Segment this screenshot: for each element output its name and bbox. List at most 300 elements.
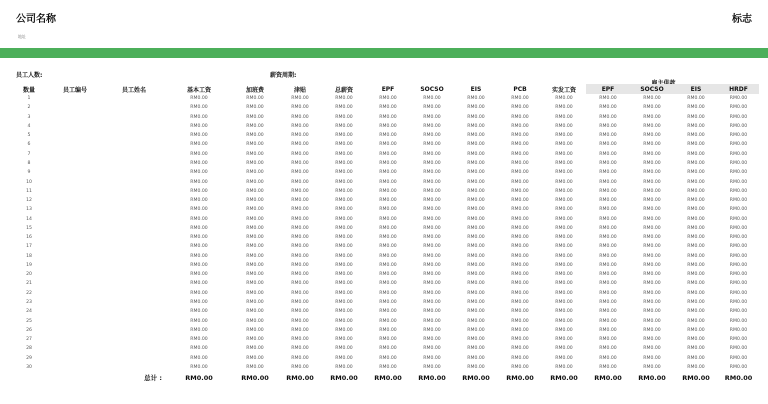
employee-id-cell[interactable]: [48, 279, 102, 288]
amount-cell[interactable]: RM0.00: [555, 290, 573, 296]
amount-cell[interactable]: RM0.00: [643, 133, 661, 139]
amount-cell[interactable]: RM0.00: [246, 216, 264, 222]
amount-cell[interactable]: RM0.00: [379, 327, 397, 333]
employee-name-cell[interactable]: [102, 261, 166, 270]
amount-cell[interactable]: RM0.00: [467, 290, 485, 296]
amount-cell[interactable]: RM0.00: [379, 142, 397, 148]
amount-cell[interactable]: RM0.00: [729, 133, 748, 139]
employee-id-cell[interactable]: [48, 140, 102, 149]
amount-cell[interactable]: RM0.00: [643, 151, 661, 157]
amount-cell[interactable]: RM0.00: [423, 253, 441, 259]
amount-cell[interactable]: RM0.00: [729, 346, 748, 352]
amount-cell[interactable]: RM0.00: [190, 188, 208, 194]
amount-cell[interactable]: RM0.00: [599, 133, 617, 139]
amount-cell[interactable]: RM0.00: [246, 133, 264, 139]
amount-cell[interactable]: RM0.00: [687, 225, 705, 231]
amount-cell[interactable]: RM0.00: [511, 318, 529, 324]
amount-cell[interactable]: RM0.00: [555, 96, 573, 102]
amount-cell[interactable]: RM0.00: [423, 235, 441, 241]
amount-cell[interactable]: RM0.00: [599, 235, 617, 241]
amount-cell[interactable]: RM0.00: [246, 346, 264, 352]
amount-cell[interactable]: RM0.00: [511, 364, 529, 370]
employee-name-cell[interactable]: [102, 270, 166, 279]
amount-cell[interactable]: RM0.00: [511, 235, 529, 241]
amount-cell[interactable]: RM0.00: [467, 142, 485, 148]
employee-name-cell[interactable]: [102, 196, 166, 205]
amount-cell[interactable]: RM0.00: [335, 216, 353, 222]
amount-cell[interactable]: RM0.00: [729, 151, 748, 157]
amount-cell[interactable]: RM0.00: [643, 253, 661, 259]
employee-name-cell[interactable]: [102, 224, 166, 233]
amount-cell[interactable]: RM0.00: [729, 188, 748, 194]
amount-cell[interactable]: RM0.00: [643, 188, 661, 194]
amount-cell[interactable]: RM0.00: [291, 337, 309, 343]
amount-cell[interactable]: RM0.00: [599, 272, 617, 278]
amount-cell[interactable]: RM0.00: [291, 151, 309, 157]
employee-name-cell[interactable]: [102, 140, 166, 149]
amount-cell[interactable]: RM0.00: [190, 207, 208, 213]
employee-id-cell[interactable]: [48, 326, 102, 335]
amount-cell[interactable]: RM0.00: [729, 142, 748, 148]
amount-cell[interactable]: RM0.00: [379, 318, 397, 324]
employee-id-cell[interactable]: [48, 150, 102, 159]
amount-cell[interactable]: RM0.00: [291, 96, 309, 102]
amount-cell[interactable]: RM0.00: [467, 96, 485, 102]
amount-cell[interactable]: RM0.00: [335, 142, 353, 148]
amount-cell[interactable]: RM0.00: [555, 244, 573, 250]
amount-cell[interactable]: RM0.00: [729, 253, 748, 259]
amount-cell[interactable]: RM0.00: [599, 253, 617, 259]
amount-cell[interactable]: RM0.00: [467, 318, 485, 324]
amount-cell[interactable]: RM0.00: [190, 309, 208, 315]
amount-cell[interactable]: RM0.00: [379, 151, 397, 157]
amount-cell[interactable]: RM0.00: [291, 299, 309, 305]
amount-cell[interactable]: RM0.00: [335, 160, 353, 166]
employee-name-cell[interactable]: [102, 289, 166, 298]
amount-cell[interactable]: RM0.00: [335, 299, 353, 305]
amount-cell[interactable]: RM0.00: [555, 364, 573, 370]
amount-cell[interactable]: RM0.00: [643, 337, 661, 343]
amount-cell[interactable]: RM0.00: [190, 299, 208, 305]
amount-cell[interactable]: RM0.00: [335, 337, 353, 343]
amount-cell[interactable]: RM0.00: [729, 225, 748, 231]
amount-cell[interactable]: RM0.00: [511, 198, 529, 204]
amount-cell[interactable]: RM0.00: [687, 290, 705, 296]
amount-cell[interactable]: RM0.00: [467, 160, 485, 166]
amount-cell[interactable]: RM0.00: [643, 123, 661, 129]
amount-cell[interactable]: RM0.00: [190, 235, 208, 241]
amount-cell[interactable]: RM0.00: [246, 253, 264, 259]
amount-cell[interactable]: RM0.00: [555, 179, 573, 185]
amount-cell[interactable]: RM0.00: [379, 299, 397, 305]
amount-cell[interactable]: RM0.00: [599, 105, 617, 111]
amount-cell[interactable]: RM0.00: [190, 216, 208, 222]
amount-cell[interactable]: RM0.00: [246, 123, 264, 129]
amount-cell[interactable]: RM0.00: [511, 170, 529, 176]
amount-cell[interactable]: RM0.00: [729, 207, 748, 213]
amount-cell[interactable]: RM0.00: [467, 188, 485, 194]
amount-cell[interactable]: RM0.00: [335, 355, 353, 361]
amount-cell[interactable]: RM0.00: [467, 272, 485, 278]
amount-cell[interactable]: RM0.00: [687, 309, 705, 315]
employee-id-cell[interactable]: [48, 353, 102, 362]
amount-cell[interactable]: RM0.00: [291, 133, 309, 139]
amount-cell[interactable]: RM0.00: [423, 225, 441, 231]
amount-cell[interactable]: RM0.00: [335, 123, 353, 129]
amount-cell[interactable]: RM0.00: [467, 123, 485, 129]
employee-id-cell[interactable]: [48, 113, 102, 122]
amount-cell[interactable]: RM0.00: [423, 170, 441, 176]
amount-cell[interactable]: RM0.00: [687, 216, 705, 222]
employee-name-cell[interactable]: [102, 159, 166, 168]
amount-cell[interactable]: RM0.00: [190, 355, 208, 361]
amount-cell[interactable]: RM0.00: [379, 355, 397, 361]
amount-cell[interactable]: RM0.00: [467, 207, 485, 213]
amount-cell[interactable]: RM0.00: [729, 327, 748, 333]
amount-cell[interactable]: RM0.00: [335, 281, 353, 287]
amount-cell[interactable]: RM0.00: [379, 272, 397, 278]
amount-cell[interactable]: RM0.00: [555, 299, 573, 305]
employee-id-cell[interactable]: [48, 289, 102, 298]
amount-cell[interactable]: RM0.00: [335, 105, 353, 111]
amount-cell[interactable]: RM0.00: [467, 235, 485, 241]
employee-id-cell[interactable]: [48, 131, 102, 140]
amount-cell[interactable]: RM0.00: [555, 133, 573, 139]
amount-cell[interactable]: RM0.00: [291, 216, 309, 222]
amount-cell[interactable]: RM0.00: [643, 225, 661, 231]
amount-cell[interactable]: RM0.00: [335, 151, 353, 157]
amount-cell[interactable]: RM0.00: [643, 281, 661, 287]
amount-cell[interactable]: RM0.00: [555, 123, 573, 129]
employee-id-cell[interactable]: [48, 261, 102, 270]
amount-cell[interactable]: RM0.00: [599, 299, 617, 305]
amount-cell[interactable]: RM0.00: [291, 170, 309, 176]
amount-cell[interactable]: RM0.00: [599, 160, 617, 166]
amount-cell[interactable]: RM0.00: [555, 151, 573, 157]
amount-cell[interactable]: RM0.00: [246, 337, 264, 343]
amount-cell[interactable]: RM0.00: [291, 290, 309, 296]
employee-id-cell[interactable]: [48, 316, 102, 325]
amount-cell[interactable]: RM0.00: [729, 299, 748, 305]
amount-cell[interactable]: RM0.00: [643, 327, 661, 333]
amount-cell[interactable]: RM0.00: [335, 290, 353, 296]
amount-cell[interactable]: RM0.00: [190, 133, 208, 139]
amount-cell[interactable]: RM0.00: [467, 114, 485, 120]
amount-cell[interactable]: RM0.00: [511, 160, 529, 166]
amount-cell[interactable]: RM0.00: [687, 160, 705, 166]
employee-name-cell[interactable]: [102, 326, 166, 335]
amount-cell[interactable]: RM0.00: [423, 105, 441, 111]
amount-cell[interactable]: RM0.00: [379, 281, 397, 287]
amount-cell[interactable]: RM0.00: [467, 281, 485, 287]
employee-name-cell[interactable]: [102, 233, 166, 242]
amount-cell[interactable]: RM0.00: [511, 188, 529, 194]
amount-cell[interactable]: RM0.00: [291, 123, 309, 129]
amount-cell[interactable]: RM0.00: [511, 346, 529, 352]
employee-name-cell[interactable]: [102, 103, 166, 112]
employee-name-cell[interactable]: [102, 307, 166, 316]
amount-cell[interactable]: RM0.00: [423, 114, 441, 120]
amount-cell[interactable]: RM0.00: [379, 179, 397, 185]
amount-cell[interactable]: RM0.00: [599, 318, 617, 324]
amount-cell[interactable]: RM0.00: [246, 281, 264, 287]
amount-cell[interactable]: RM0.00: [467, 105, 485, 111]
amount-cell[interactable]: RM0.00: [190, 244, 208, 250]
amount-cell[interactable]: RM0.00: [379, 114, 397, 120]
amount-cell[interactable]: RM0.00: [555, 216, 573, 222]
amount-cell[interactable]: RM0.00: [687, 364, 705, 370]
amount-cell[interactable]: RM0.00: [511, 253, 529, 259]
amount-cell[interactable]: RM0.00: [687, 355, 705, 361]
amount-cell[interactable]: RM0.00: [246, 244, 264, 250]
amount-cell[interactable]: RM0.00: [291, 281, 309, 287]
amount-cell[interactable]: RM0.00: [467, 253, 485, 259]
amount-cell[interactable]: RM0.00: [511, 327, 529, 333]
amount-cell[interactable]: RM0.00: [599, 337, 617, 343]
amount-cell[interactable]: RM0.00: [643, 364, 661, 370]
amount-cell[interactable]: RM0.00: [246, 179, 264, 185]
amount-cell[interactable]: RM0.00: [643, 179, 661, 185]
amount-cell[interactable]: RM0.00: [467, 198, 485, 204]
employee-id-cell[interactable]: [48, 187, 102, 196]
amount-cell[interactable]: RM0.00: [246, 235, 264, 241]
amount-cell[interactable]: RM0.00: [246, 364, 264, 370]
amount-cell[interactable]: RM0.00: [687, 151, 705, 157]
amount-cell[interactable]: RM0.00: [555, 160, 573, 166]
amount-cell[interactable]: RM0.00: [687, 337, 705, 343]
amount-cell[interactable]: RM0.00: [335, 225, 353, 231]
amount-cell[interactable]: RM0.00: [423, 123, 441, 129]
amount-cell[interactable]: RM0.00: [729, 281, 748, 287]
amount-cell[interactable]: RM0.00: [291, 179, 309, 185]
amount-cell[interactable]: RM0.00: [511, 114, 529, 120]
amount-cell[interactable]: RM0.00: [291, 188, 309, 194]
amount-cell[interactable]: RM0.00: [423, 290, 441, 296]
amount-cell[interactable]: RM0.00: [423, 188, 441, 194]
amount-cell[interactable]: RM0.00: [335, 235, 353, 241]
amount-cell[interactable]: RM0.00: [246, 355, 264, 361]
amount-cell[interactable]: RM0.00: [511, 207, 529, 213]
amount-cell[interactable]: RM0.00: [729, 244, 748, 250]
amount-cell[interactable]: RM0.00: [467, 170, 485, 176]
amount-cell[interactable]: RM0.00: [687, 123, 705, 129]
amount-cell[interactable]: RM0.00: [555, 207, 573, 213]
amount-cell[interactable]: RM0.00: [687, 299, 705, 305]
amount-cell[interactable]: RM0.00: [335, 272, 353, 278]
employee-name-cell[interactable]: [102, 122, 166, 131]
amount-cell[interactable]: RM0.00: [729, 318, 748, 324]
amount-cell[interactable]: RM0.00: [291, 309, 309, 315]
amount-cell[interactable]: RM0.00: [729, 290, 748, 296]
amount-cell[interactable]: RM0.00: [379, 225, 397, 231]
employee-id-cell[interactable]: [48, 224, 102, 233]
amount-cell[interactable]: RM0.00: [511, 337, 529, 343]
amount-cell[interactable]: RM0.00: [467, 216, 485, 222]
employee-name-cell[interactable]: [102, 113, 166, 122]
amount-cell[interactable]: RM0.00: [423, 198, 441, 204]
amount-cell[interactable]: RM0.00: [687, 188, 705, 194]
amount-cell[interactable]: RM0.00: [379, 198, 397, 204]
amount-cell[interactable]: RM0.00: [291, 364, 309, 370]
amount-cell[interactable]: RM0.00: [729, 262, 748, 268]
amount-cell[interactable]: RM0.00: [291, 225, 309, 231]
amount-cell[interactable]: RM0.00: [190, 170, 208, 176]
amount-cell[interactable]: RM0.00: [599, 355, 617, 361]
employee-name-cell[interactable]: [102, 205, 166, 214]
amount-cell[interactable]: RM0.00: [687, 235, 705, 241]
amount-cell[interactable]: RM0.00: [643, 235, 661, 241]
employee-name-cell[interactable]: [102, 344, 166, 353]
amount-cell[interactable]: RM0.00: [599, 188, 617, 194]
amount-cell[interactable]: RM0.00: [643, 142, 661, 148]
amount-cell[interactable]: RM0.00: [423, 142, 441, 148]
amount-cell[interactable]: RM0.00: [291, 318, 309, 324]
amount-cell[interactable]: RM0.00: [291, 253, 309, 259]
amount-cell[interactable]: RM0.00: [511, 179, 529, 185]
amount-cell[interactable]: RM0.00: [190, 364, 208, 370]
amount-cell[interactable]: RM0.00: [555, 272, 573, 278]
amount-cell[interactable]: RM0.00: [729, 337, 748, 343]
amount-cell[interactable]: RM0.00: [379, 244, 397, 250]
amount-cell[interactable]: RM0.00: [511, 123, 529, 129]
amount-cell[interactable]: RM0.00: [555, 327, 573, 333]
amount-cell[interactable]: RM0.00: [555, 309, 573, 315]
amount-cell[interactable]: RM0.00: [246, 188, 264, 194]
amount-cell[interactable]: RM0.00: [335, 327, 353, 333]
employee-id-cell[interactable]: [48, 298, 102, 307]
amount-cell[interactable]: RM0.00: [423, 179, 441, 185]
amount-cell[interactable]: RM0.00: [467, 179, 485, 185]
amount-cell[interactable]: RM0.00: [555, 346, 573, 352]
amount-cell[interactable]: RM0.00: [246, 262, 264, 268]
amount-cell[interactable]: RM0.00: [335, 170, 353, 176]
amount-cell[interactable]: RM0.00: [687, 262, 705, 268]
amount-cell[interactable]: RM0.00: [643, 198, 661, 204]
amount-cell[interactable]: RM0.00: [246, 114, 264, 120]
amount-cell[interactable]: RM0.00: [246, 272, 264, 278]
amount-cell[interactable]: RM0.00: [687, 114, 705, 120]
amount-cell[interactable]: RM0.00: [335, 179, 353, 185]
employee-name-cell[interactable]: [102, 214, 166, 223]
amount-cell[interactable]: RM0.00: [729, 272, 748, 278]
amount-cell[interactable]: RM0.00: [599, 364, 617, 370]
amount-cell[interactable]: RM0.00: [467, 244, 485, 250]
amount-cell[interactable]: RM0.00: [190, 290, 208, 296]
amount-cell[interactable]: RM0.00: [599, 290, 617, 296]
amount-cell[interactable]: RM0.00: [643, 160, 661, 166]
amount-cell[interactable]: RM0.00: [511, 309, 529, 315]
amount-cell[interactable]: RM0.00: [291, 207, 309, 213]
amount-cell[interactable]: RM0.00: [687, 170, 705, 176]
employee-name-cell[interactable]: [102, 187, 166, 196]
amount-cell[interactable]: RM0.00: [555, 262, 573, 268]
amount-cell[interactable]: RM0.00: [599, 123, 617, 129]
amount-cell[interactable]: RM0.00: [511, 96, 529, 102]
amount-cell[interactable]: RM0.00: [729, 105, 748, 111]
amount-cell[interactable]: RM0.00: [190, 272, 208, 278]
amount-cell[interactable]: RM0.00: [291, 355, 309, 361]
amount-cell[interactable]: RM0.00: [423, 244, 441, 250]
amount-cell[interactable]: RM0.00: [599, 198, 617, 204]
employee-id-cell[interactable]: [48, 363, 102, 372]
employee-id-cell[interactable]: [48, 307, 102, 316]
amount-cell[interactable]: RM0.00: [729, 216, 748, 222]
amount-cell[interactable]: RM0.00: [190, 151, 208, 157]
amount-cell[interactable]: RM0.00: [599, 207, 617, 213]
amount-cell[interactable]: RM0.00: [291, 327, 309, 333]
amount-cell[interactable]: RM0.00: [423, 346, 441, 352]
amount-cell[interactable]: RM0.00: [190, 105, 208, 111]
amount-cell[interactable]: RM0.00: [511, 299, 529, 305]
amount-cell[interactable]: RM0.00: [467, 364, 485, 370]
employee-id-cell[interactable]: [48, 335, 102, 344]
amount-cell[interactable]: RM0.00: [511, 216, 529, 222]
amount-cell[interactable]: RM0.00: [729, 235, 748, 241]
amount-cell[interactable]: RM0.00: [291, 262, 309, 268]
amount-cell[interactable]: RM0.00: [423, 216, 441, 222]
amount-cell[interactable]: RM0.00: [687, 327, 705, 333]
amount-cell[interactable]: RM0.00: [291, 198, 309, 204]
amount-cell[interactable]: RM0.00: [729, 123, 748, 129]
amount-cell[interactable]: RM0.00: [190, 337, 208, 343]
amount-cell[interactable]: RM0.00: [246, 309, 264, 315]
amount-cell[interactable]: RM0.00: [379, 235, 397, 241]
amount-cell[interactable]: RM0.00: [729, 198, 748, 204]
amount-cell[interactable]: RM0.00: [291, 114, 309, 120]
employee-id-cell[interactable]: [48, 159, 102, 168]
amount-cell[interactable]: RM0.00: [335, 318, 353, 324]
amount-cell[interactable]: RM0.00: [511, 244, 529, 250]
employee-name-cell[interactable]: [102, 150, 166, 159]
amount-cell[interactable]: RM0.00: [190, 198, 208, 204]
amount-cell[interactable]: RM0.00: [599, 327, 617, 333]
amount-cell[interactable]: RM0.00: [291, 244, 309, 250]
amount-cell[interactable]: RM0.00: [379, 133, 397, 139]
amount-cell[interactable]: RM0.00: [423, 262, 441, 268]
amount-cell[interactable]: RM0.00: [379, 346, 397, 352]
amount-cell[interactable]: RM0.00: [423, 160, 441, 166]
employee-id-cell[interactable]: [48, 196, 102, 205]
amount-cell[interactable]: RM0.00: [511, 133, 529, 139]
amount-cell[interactable]: RM0.00: [190, 346, 208, 352]
employee-name-cell[interactable]: [102, 316, 166, 325]
amount-cell[interactable]: RM0.00: [246, 225, 264, 231]
amount-cell[interactable]: RM0.00: [643, 318, 661, 324]
amount-cell[interactable]: RM0.00: [511, 105, 529, 111]
amount-cell[interactable]: RM0.00: [423, 133, 441, 139]
amount-cell[interactable]: RM0.00: [335, 244, 353, 250]
employee-name-cell[interactable]: [102, 363, 166, 372]
amount-cell[interactable]: RM0.00: [379, 262, 397, 268]
amount-cell[interactable]: RM0.00: [379, 170, 397, 176]
amount-cell[interactable]: RM0.00: [190, 179, 208, 185]
amount-cell[interactable]: RM0.00: [379, 253, 397, 259]
amount-cell[interactable]: RM0.00: [246, 142, 264, 148]
amount-cell[interactable]: RM0.00: [246, 151, 264, 157]
amount-cell[interactable]: RM0.00: [379, 364, 397, 370]
amount-cell[interactable]: RM0.00: [599, 151, 617, 157]
amount-cell[interactable]: RM0.00: [687, 281, 705, 287]
amount-cell[interactable]: RM0.00: [555, 188, 573, 194]
amount-cell[interactable]: RM0.00: [246, 327, 264, 333]
amount-cell[interactable]: RM0.00: [729, 355, 748, 361]
amount-cell[interactable]: RM0.00: [423, 151, 441, 157]
amount-cell[interactable]: RM0.00: [511, 225, 529, 231]
amount-cell[interactable]: RM0.00: [423, 299, 441, 305]
employee-id-cell[interactable]: [48, 242, 102, 251]
amount-cell[interactable]: RM0.00: [511, 281, 529, 287]
employee-id-cell[interactable]: [48, 344, 102, 353]
